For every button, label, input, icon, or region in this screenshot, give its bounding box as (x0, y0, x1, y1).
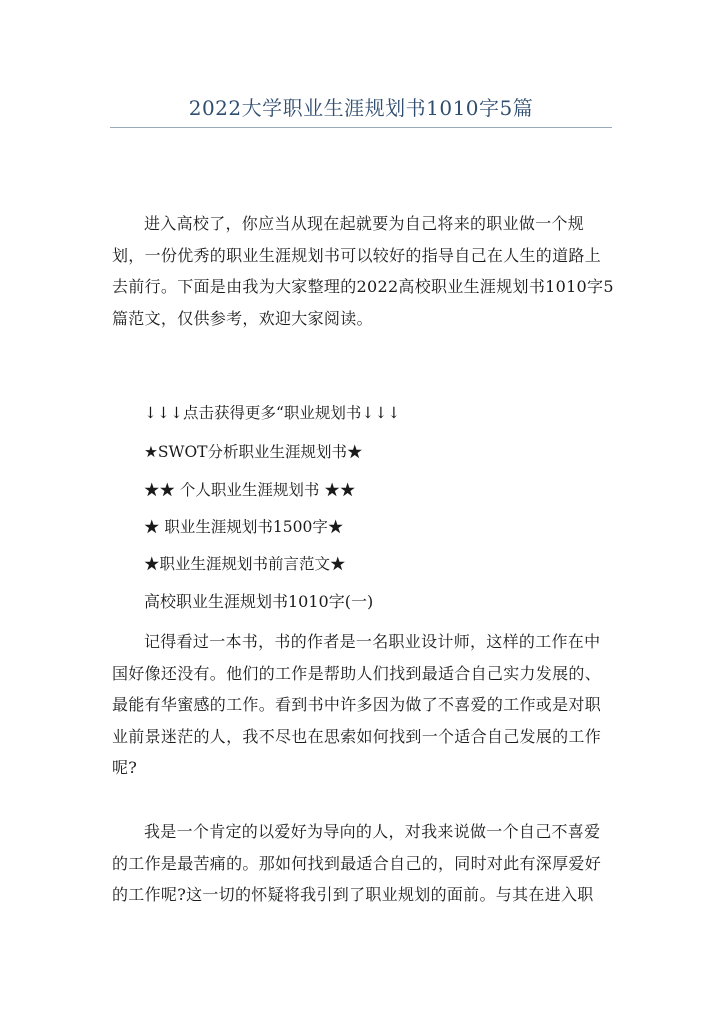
link-plan-1500[interactable]: ★ 职业生涯规划书1500字★ (144, 518, 344, 536)
intro-paragraph (112, 208, 616, 334)
body-paragraph (112, 626, 616, 784)
more-link[interactable]: ↓↓↓点击获得更多“职业规划书↓↓↓ (144, 404, 401, 422)
link-personal-plan[interactable]: ★★ 个人职业生涯规划书 ★★ (144, 481, 356, 499)
body-paragraph (112, 816, 616, 911)
link-swot-plan[interactable]: ★SWOT分析职业生涯规划书★ (144, 443, 363, 461)
title-divider (110, 127, 612, 128)
paragraph-text: 我是一个肯定的以爱好为导向的人，对我来说做一个自己不喜爱的工作是最苦痛的。那如何找到最适合自己的，同时对此有深厚爱好的工作呢?这一切的怀疑将我引到了职业规划的面前。与其在进入职 (112, 822, 602, 904)
paragraph-text: 记得看过一本书，书的作者是一名职业设计师，这样的工作在中国好像还没有。他们的工作是帮助人们找到最适合自己实力发展的、最能有华蜜感的工作。看到书中许多因为做了不喜爱的工作或是对职业前景迷茫的人，我不尽也在思索如何找到一个适合自己发展的工作呢? (112, 632, 602, 777)
link-plan-preface[interactable]: ★职业生涯规划书前言范文★ (144, 555, 346, 573)
section-heading: 高校职业生涯规划书1010字(一) (144, 592, 374, 611)
document-title: 2022大学职业生涯规划书1010字5篇 (188, 96, 534, 120)
intro-text: 进入高校了，你应当从现在起就要为自己将来的职业做一个规划，一份优秀的职业生涯规划书可以较好的指导自己在人生的道路上去前行。下面是由我为大家整理的2022高校职业生涯规划书1010字5篇范文，仅供参考，欢迎大家阅读。 (112, 214, 614, 328)
